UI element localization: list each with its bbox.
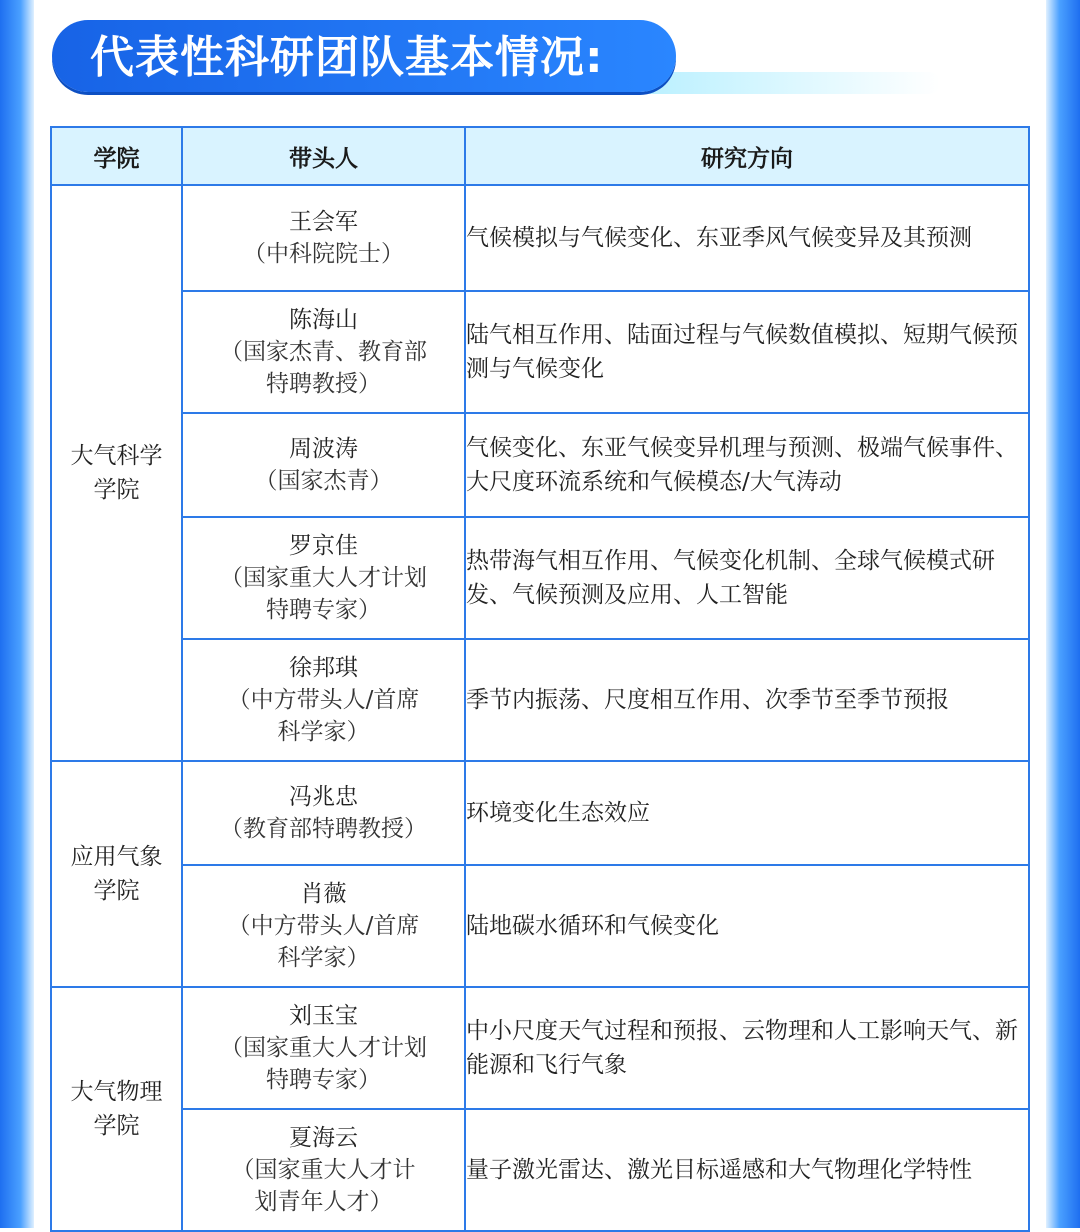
leader-title: （教育部特聘教授） — [220, 816, 427, 842]
leader-title: （国家重大人才计划青年人才） — [231, 1157, 416, 1215]
leader-name: 陈海山 — [289, 307, 358, 333]
direction-cell: 陆地碳水循环和气候变化 — [465, 865, 1029, 987]
college-name: 大气物理学院 — [70, 1079, 163, 1139]
leader-title: （中方带头人/首席科学家） — [227, 687, 420, 745]
direction-cell: 陆气相互作用、陆面过程与气候数值模拟、短期气候预测与气候变化 — [465, 291, 1029, 413]
leader-cell — [182, 987, 465, 1109]
table-row — [51, 1109, 1029, 1231]
table-header-row — [51, 127, 1029, 185]
leader-name: 刘玉宝 — [289, 1003, 358, 1029]
header-leader: 带头人 — [182, 127, 465, 185]
direction-cell: 环境变化生态效应 — [465, 761, 1029, 865]
direction-cell: 季节内振荡、尺度相互作用、次季节至季节预报 — [465, 639, 1029, 761]
page-title: 代表性科研团队基本情况: — [90, 32, 604, 83]
table-row — [51, 639, 1029, 761]
header-college: 学院 — [51, 127, 182, 185]
college-name: 应用气象学院 — [70, 844, 163, 904]
college-cell — [51, 761, 182, 987]
leader-title: （国家重大人才计划特聘专家） — [220, 1035, 427, 1093]
direction-cell: 热带海气相互作用、气候变化机制、全球气候模式研发、气候预测及应用、人工智能 — [465, 517, 1029, 639]
leader-name: 周波涛 — [289, 436, 358, 462]
left-frame-border — [0, 0, 34, 1228]
header-direction: 研究方向 — [465, 127, 1029, 185]
leader-cell — [182, 1109, 465, 1231]
leader-name: 夏海云 — [289, 1125, 358, 1151]
table-row — [51, 413, 1029, 517]
direction-cell: 中小尺度天气过程和预报、云物理和人工影响天气、新能源和飞行气象 — [465, 987, 1029, 1109]
leader-name: 罗京佳 — [289, 533, 358, 559]
title-glow-decoration — [640, 72, 940, 94]
leader-title: （中科院院士） — [243, 241, 404, 267]
leader-name: 徐邦琪 — [289, 655, 358, 681]
table-row — [51, 865, 1029, 987]
leader-title: （国家重大人才计划特聘专家） — [220, 565, 427, 623]
leader-name: 肖薇 — [300, 881, 347, 907]
research-team-table — [50, 126, 1030, 1232]
college-cell — [51, 185, 182, 761]
leader-cell — [182, 761, 465, 865]
leader-name: 王会军 — [289, 209, 358, 235]
leader-cell — [182, 185, 465, 291]
table-row — [51, 291, 1029, 413]
leader-cell — [182, 865, 465, 987]
leader-title: （国家杰青） — [254, 468, 393, 494]
table-row — [51, 987, 1029, 1109]
direction-cell: 气候模拟与气候变化、东亚季风气候变异及其预测 — [465, 185, 1029, 291]
leader-title: （国家杰青、教育部特聘教授） — [220, 339, 427, 397]
table-row — [51, 185, 1029, 291]
table-row — [51, 761, 1029, 865]
direction-cell: 气候变化、东亚气候变异机理与预测、极端气候事件、大尺度环流系统和气候模态/大气涛动 — [465, 413, 1029, 517]
table-row — [51, 517, 1029, 639]
direction-cell: 量子激光雷达、激光目标遥感和大气物理化学特性 — [465, 1109, 1029, 1231]
leader-cell — [182, 517, 465, 639]
college-name: 大气科学学院 — [70, 443, 163, 503]
leader-cell — [182, 413, 465, 517]
leader-title: （中方带头人/首席科学家） — [227, 913, 420, 971]
college-cell — [51, 987, 182, 1231]
leader-name: 冯兆忠 — [289, 784, 358, 810]
right-frame-border — [1046, 0, 1080, 1228]
leader-cell — [182, 291, 465, 413]
leader-cell — [182, 639, 465, 761]
